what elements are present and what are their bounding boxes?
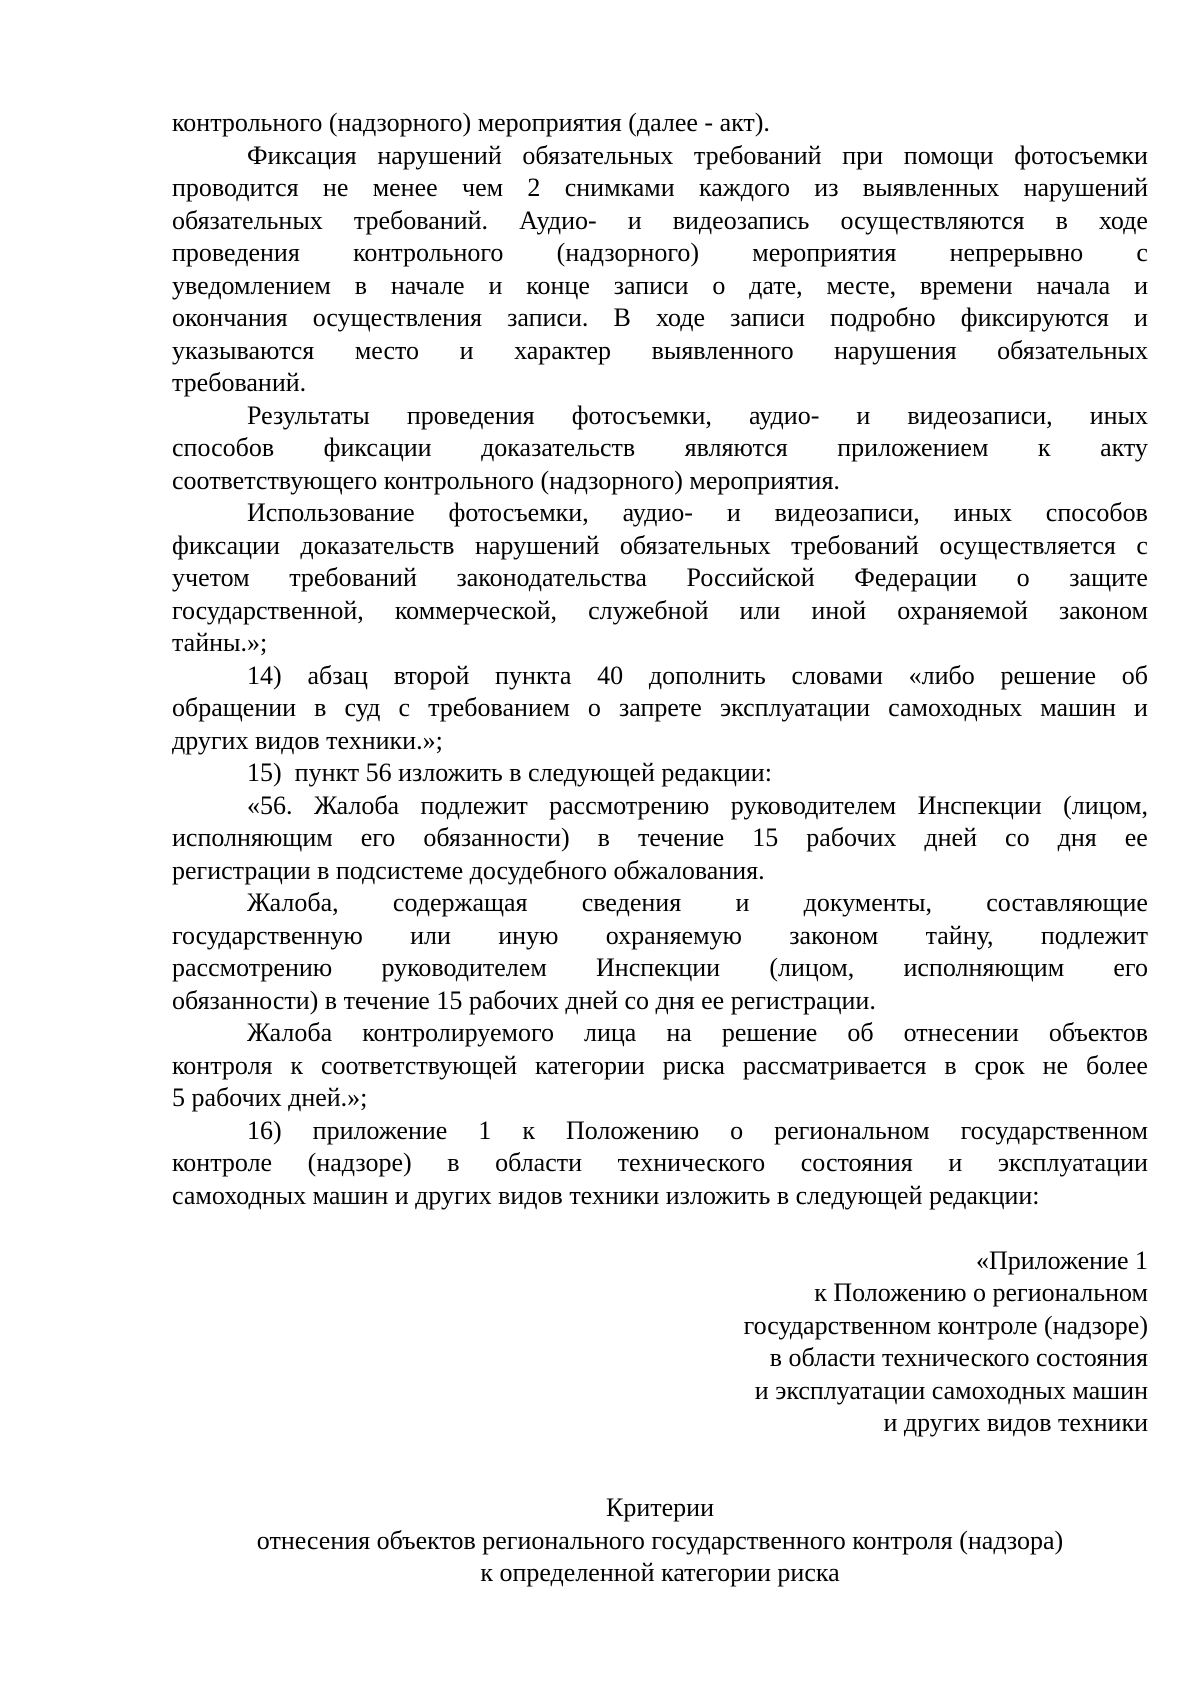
word: обязательных (997, 335, 1148, 365)
justified-line (172, 920, 1148, 953)
spacer (172, 1472, 1148, 1492)
word: второй (393, 660, 470, 690)
body-line: соответствующего контрольного (надзорного) мероприятия. (172, 465, 840, 495)
spacer (172, 1212, 1148, 1245)
word: из (814, 173, 839, 202)
word: лица (583, 1018, 637, 1047)
word: дате, (749, 270, 803, 300)
word: 1 (478, 1115, 492, 1145)
word: обязательных (172, 205, 323, 235)
word: в (354, 270, 367, 300)
word: на (666, 1018, 692, 1047)
appendix-header-line: и других видов техники (883, 1408, 1148, 1437)
word: государственную (172, 920, 363, 950)
word: иную (498, 920, 559, 950)
word: Жалоба (313, 790, 400, 820)
justified-line (172, 1050, 1148, 1083)
word: приложением (837, 433, 989, 462)
appendix-header-line: «Приложение 1 (975, 1245, 1148, 1275)
word: Положению (565, 1115, 700, 1145)
word: в (597, 823, 610, 852)
body-line: 5 рабочих дней.»; (172, 1083, 368, 1112)
word: региональном (774, 1115, 930, 1145)
word: ее (1124, 823, 1148, 852)
word: и (735, 888, 750, 917)
word: и (1134, 270, 1148, 300)
justified-line (172, 952, 1148, 985)
word: риска (662, 1050, 725, 1080)
word: иных (953, 498, 1012, 527)
word: к (522, 1115, 535, 1145)
justified-line (172, 140, 1148, 173)
word: технического (617, 1148, 766, 1177)
justified-line (172, 1115, 1148, 1148)
word: место (354, 335, 420, 365)
word: об (847, 1018, 874, 1047)
word: менее (372, 173, 438, 202)
word: месте, (826, 270, 897, 300)
word: осуществления (312, 303, 482, 332)
appendix-header-line: и эксплуатации самоходных машин (754, 1375, 1148, 1405)
word: и (1134, 303, 1148, 332)
justified-line (172, 237, 1148, 270)
word: обязанности) (423, 823, 570, 852)
body-line: контрольного (надзорного) мероприятия (далее - акт). (172, 108, 770, 137)
word: контроля (172, 1050, 273, 1080)
word: не (1042, 1050, 1069, 1080)
word: (лицом, (769, 953, 855, 982)
word: решение (721, 1018, 818, 1047)
word: при (842, 140, 884, 170)
word: к (290, 1050, 304, 1080)
justified-line (172, 205, 1148, 238)
word: Аудио- (519, 205, 597, 235)
word: обращении (172, 693, 297, 722)
word: приложение (312, 1115, 448, 1145)
justified-line (172, 1147, 1148, 1180)
word: рассмотрению (549, 790, 710, 820)
justified-line (172, 432, 1148, 465)
word: не (322, 173, 349, 202)
word: выявленного (651, 335, 794, 365)
word: фиксируются (960, 303, 1109, 332)
word: законом (789, 920, 879, 950)
word: снимками (564, 173, 675, 202)
word: требований (791, 530, 919, 560)
justified-line (172, 400, 1148, 433)
word: объектов (1048, 1018, 1148, 1047)
word: обязательных (522, 140, 674, 170)
word: фиксации (172, 530, 280, 560)
word: окончания (172, 303, 288, 332)
body-line: 15) пункт 56 изложить в следующей редакции: (247, 758, 772, 787)
word: составляющие (986, 888, 1148, 917)
justified-line (172, 822, 1148, 855)
word: видеозаписи, (774, 498, 920, 527)
word: тайну, (925, 920, 994, 950)
word: суд (344, 693, 381, 722)
word: и (627, 205, 642, 235)
word: акту (1100, 433, 1148, 462)
word: с (1136, 238, 1148, 267)
word: и (1134, 693, 1148, 722)
justified-line (172, 172, 1148, 205)
word: Жалоба (247, 1018, 333, 1047)
word: эксплуатации (997, 1148, 1148, 1177)
word: проведения (406, 400, 535, 430)
word: сведения (581, 888, 682, 917)
word: 15 (752, 823, 779, 852)
word: ходе (656, 303, 706, 332)
appendix-header-line: к Положению о региональном (814, 1278, 1148, 1307)
word: Жалоба, (247, 888, 339, 917)
word: руководителем (381, 953, 547, 982)
word: отнесении (903, 1018, 1019, 1047)
word: 40 (597, 660, 624, 690)
word: содержащая (392, 888, 528, 917)
word: в (314, 693, 327, 722)
word: подлежит (420, 790, 528, 820)
word: В (613, 303, 631, 332)
word: Инспекции (917, 790, 1042, 820)
word: «либо (908, 660, 975, 690)
word: срок (974, 1050, 1025, 1080)
word: исполняющим (172, 823, 333, 852)
word: законодательства (456, 563, 647, 592)
word: Российской (686, 563, 815, 592)
word: (надзоре) (307, 1148, 412, 1177)
word: фотосъемки (1014, 140, 1148, 170)
word: требований. (353, 205, 489, 235)
word: законом (1058, 595, 1148, 625)
word: мероприятия (752, 238, 897, 267)
criteria-title-line: отнесения объектов регионального государственного контроля (надзора) (256, 1525, 1064, 1555)
word: иной (811, 595, 867, 625)
word: о (1016, 563, 1030, 592)
word: нарушений (474, 530, 600, 560)
body-line: самоходных машин и других видов техники изложить в следующей редакции: (172, 1180, 1040, 1210)
word: в (944, 1050, 957, 1080)
criteria-title-line: к определенной категории риска (480, 1558, 840, 1587)
word: фотосъемки, (571, 400, 712, 430)
word: и (726, 498, 741, 527)
criteria-title-line: Критерии (606, 1493, 714, 1522)
word: или (410, 920, 451, 950)
word: с (398, 693, 410, 722)
justified-line (172, 562, 1148, 595)
word: (лицом, (1063, 790, 1148, 820)
word: записи. (507, 303, 589, 332)
word: требованием (428, 693, 570, 722)
word: категории (534, 1050, 645, 1080)
word: способов (172, 433, 275, 462)
criteria-title (172, 1492, 1148, 1590)
word: рабочих (806, 823, 897, 852)
justified-line (172, 497, 1148, 530)
word: помощи (903, 140, 994, 170)
word: выявленных (862, 173, 1000, 202)
word: или (739, 595, 781, 625)
word: видеозаписи, (907, 400, 1053, 430)
word: (надзорного) (556, 238, 700, 267)
word: запрете (619, 693, 702, 722)
word: и (459, 335, 474, 365)
word: дня (1057, 823, 1097, 852)
word: документы, (803, 888, 932, 917)
word: рассмотрению (172, 953, 333, 982)
word: служебной (588, 595, 709, 625)
justified-line (172, 692, 1148, 725)
word: руководителем (730, 790, 897, 820)
word: Использование (247, 498, 415, 527)
word: доказательств (300, 530, 455, 560)
word: 16) (247, 1115, 282, 1145)
word: проведения (172, 238, 300, 267)
justified-line (172, 660, 1148, 693)
word: исполняющим (903, 953, 1065, 982)
appendix-header-line: государственном контроле (надзоре) (743, 1310, 1148, 1340)
word: защите (1069, 563, 1148, 592)
justified-line (172, 1017, 1148, 1050)
word: аудио- (622, 498, 693, 527)
word: чем (462, 173, 504, 202)
word: контролируемого (362, 1018, 554, 1047)
word: эксплуатации (719, 693, 870, 722)
justified-line (172, 302, 1148, 335)
word: абзац (307, 660, 368, 690)
word: характер (514, 335, 612, 365)
word: с (1136, 530, 1148, 560)
word: со (1005, 823, 1030, 852)
word: обязательных (619, 530, 771, 560)
body-line: тайны.»; (172, 628, 268, 657)
word: пункта (495, 660, 572, 690)
word: рассматривается (742, 1050, 927, 1080)
body-line: других видов техники.»; (172, 725, 443, 755)
word: 2 (527, 173, 541, 202)
justified-line (172, 270, 1148, 303)
justified-line (172, 595, 1148, 628)
word: охраняемой (897, 595, 1028, 625)
word: в (1055, 205, 1068, 235)
word: подробно (830, 303, 936, 332)
word: решение (1000, 660, 1096, 690)
word: указываются (172, 335, 315, 365)
word: являются (684, 433, 788, 462)
word: способов (1045, 498, 1148, 527)
word: его (360, 823, 396, 852)
appendix-header (172, 1245, 1148, 1440)
appendix-header-line: в области технического состояния (769, 1343, 1148, 1372)
word: времени (919, 270, 1013, 300)
word: видеозапись (672, 205, 810, 235)
word: осуществляются (840, 205, 1025, 235)
word: его (1113, 953, 1148, 982)
word: каждого (698, 173, 790, 202)
word: записи (613, 270, 689, 300)
word: Инспекции (596, 953, 721, 982)
word: осуществляется (939, 530, 1116, 560)
word: уведомлением (172, 270, 331, 300)
word: требований (289, 563, 417, 592)
word: к (1037, 433, 1051, 462)
spacer (172, 1440, 1148, 1473)
word: более (1085, 1050, 1148, 1080)
word: подлежит (1040, 920, 1148, 950)
justified-line (172, 530, 1148, 563)
word: контрольного (353, 238, 504, 267)
word: нарушений (1023, 173, 1148, 202)
word: и (948, 1148, 963, 1177)
word: 14) (247, 660, 282, 690)
word: Результаты (247, 400, 370, 430)
word: о (730, 1115, 744, 1145)
word: государственной, (172, 595, 364, 625)
word: о (587, 693, 601, 722)
word: аудио- (748, 400, 820, 430)
word: требований (693, 140, 822, 170)
word: учетом (172, 563, 250, 592)
word: доказательств (481, 433, 636, 462)
justified-line (172, 335, 1148, 368)
word: «56. (247, 790, 293, 820)
word: охраняемую (605, 920, 742, 950)
word: начале (390, 270, 465, 300)
word: об (1121, 660, 1148, 690)
word: самоходных (888, 693, 1023, 722)
justified-line (172, 790, 1148, 823)
body-line: регистрации в подсистеме досудебного обжалования. (172, 855, 765, 885)
word: машин (1040, 693, 1116, 722)
word: в (447, 1148, 460, 1177)
word: контроле (172, 1148, 273, 1177)
word: ходе (1098, 205, 1148, 235)
word: нарушения (834, 335, 957, 365)
word: коммерческой, (394, 595, 558, 625)
word: нарушений (377, 140, 502, 170)
word: записи (730, 303, 805, 332)
word: о (712, 270, 726, 300)
word: течение (637, 823, 725, 852)
word: и (856, 400, 871, 430)
word: Фиксация (247, 140, 357, 170)
word: начала (1036, 270, 1111, 300)
body-line: обязанности) в течение 15 рабочих дней со дня ее регистрации. (172, 985, 876, 1015)
word: фиксации (323, 433, 432, 462)
word: соответствующей (320, 1050, 518, 1080)
word: дополнить (648, 660, 766, 690)
document-page (172, 107, 1148, 1590)
word: фотосъемки, (448, 498, 589, 527)
word: дней (924, 823, 978, 852)
word: государственном (960, 1115, 1148, 1145)
word: проводится (172, 173, 299, 202)
justified-line (172, 887, 1148, 920)
word: области (495, 1148, 583, 1177)
word: конце (526, 270, 590, 300)
word: словами (791, 660, 883, 690)
word: и (488, 270, 503, 300)
word: Федерации (854, 563, 978, 592)
word: состояния (800, 1148, 913, 1177)
word: иных (1089, 400, 1148, 430)
body-line: требований. (172, 368, 307, 397)
word: непрерывно (949, 238, 1084, 267)
